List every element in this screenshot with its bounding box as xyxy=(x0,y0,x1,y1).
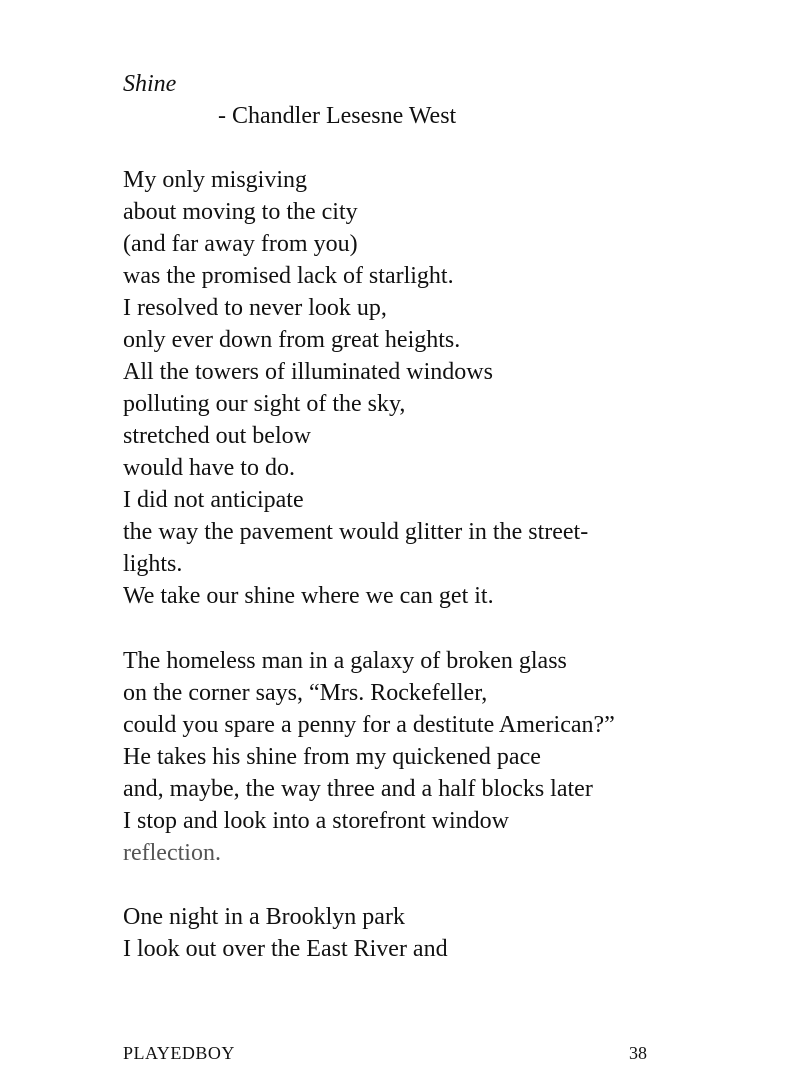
poem-line: My only misgiving xyxy=(123,167,308,193)
poem-line: One night in a Brooklyn park xyxy=(123,904,405,930)
poem-line: The homeless man in a galaxy of broken glass xyxy=(123,648,567,674)
poem-line: I look out over the East River and xyxy=(123,936,448,962)
poem-author: - Chandler Lesesne West xyxy=(218,103,457,129)
poem-line: I resolved to never look up, xyxy=(123,295,387,321)
poem-line: was the promised lack of starlight. xyxy=(123,263,454,289)
poem-line: the way the pavement would glitter in the street- xyxy=(123,519,589,545)
poem-line: polluting our sight of the sky, xyxy=(123,391,406,417)
poem-line: about moving to the city xyxy=(123,199,358,225)
poem-line: lights. xyxy=(123,551,183,577)
poem-line: We take our shine where we can get it. xyxy=(123,583,494,609)
footer-publication: PLAYEDBOY xyxy=(123,1043,235,1063)
poem-line: could you spare a penny for a destitute American?” xyxy=(123,712,615,738)
poem-line: (and far away from you) xyxy=(123,231,358,257)
page-number: 38 xyxy=(629,1043,647,1063)
poem-line: on the corner says, “Mrs. Rockefeller, xyxy=(123,680,488,706)
poem-line: All the towers of illuminated windows xyxy=(123,359,493,385)
stanza-2 xyxy=(123,645,615,869)
poem-title: Shine xyxy=(123,71,177,97)
poem-line: only ever down from great heights. xyxy=(123,327,461,353)
poem-line: stretched out below xyxy=(123,423,311,449)
poem-line: I did not anticipate xyxy=(123,487,304,513)
stanza-3 xyxy=(123,901,448,965)
poem-line: He takes his shine from my quickened pace xyxy=(123,744,541,770)
stanza-1 xyxy=(123,164,588,612)
poem-line: and, maybe, the way three and a half blocks later xyxy=(123,776,593,802)
poem-line: would have to do. xyxy=(123,455,295,481)
poem-line: reflection. xyxy=(123,840,221,866)
poem-line: I stop and look into a storefront window xyxy=(123,808,509,834)
